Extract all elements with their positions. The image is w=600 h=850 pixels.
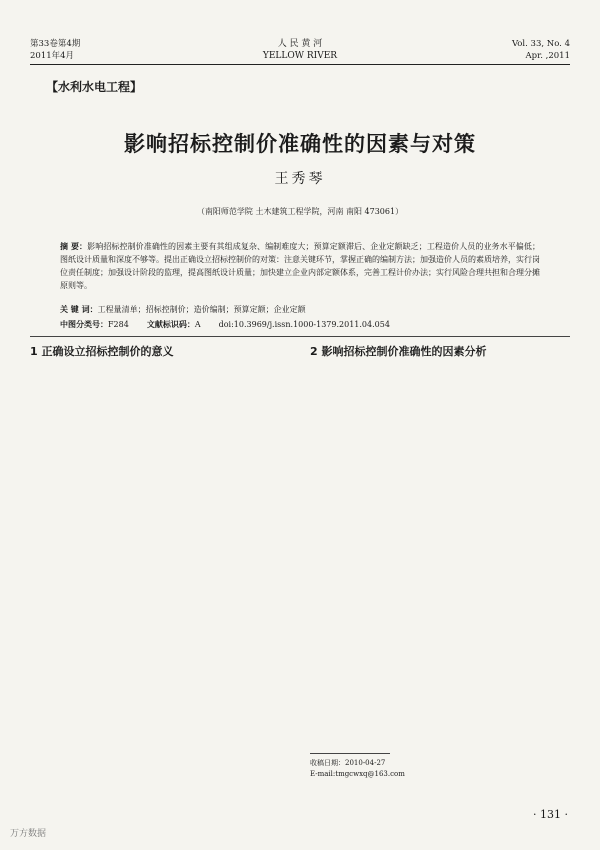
header-volume-en-block	[512, 38, 570, 62]
article-affiliation: （南阳师范学院 土木建筑工程学院，河南 南阳 473061）	[196, 207, 404, 216]
header-volume-en: Vol. 33, No. 4	[511, 39, 570, 49]
abstract-label: 摘 要：	[60, 242, 88, 251]
header-rule	[30, 64, 570, 65]
keywords-label: 关 键 词：	[60, 305, 98, 314]
article-author: 王秀琴	[274, 171, 326, 187]
header-journal-block	[0, 38, 600, 62]
body-left-column	[30, 345, 292, 363]
clc-value: F284	[108, 320, 129, 329]
abstract-text: 影响招标控制价准确性的因素主要有其组成复杂、编制难度大；预算定额滞后、企业定额缺乏；工程造价人员的业务水平偏低；图纸设计质量和深度不够等。提出正确设立招标控制价的对策：注意关键环节，掌握正确的编制方法；加强造价人员的素质培养，实行岗位责任制度；加强设计阶段的监理，提高图纸设计质量；加快建立企业内部定额体系，完善工程计价办法；实行风险合理共担和合理分摊原则等。	[60, 242, 540, 290]
front-matter-rule	[30, 336, 570, 337]
page-number: · 131 ·	[533, 808, 568, 821]
footnote-received-date: 2010-04-27	[345, 759, 386, 767]
footnote-rule	[310, 753, 390, 754]
classification-line	[60, 318, 570, 331]
header-date-cn: 2011年4月	[30, 51, 75, 61]
article-title: 影响招标控制价准确性的因素与对策	[124, 131, 476, 156]
header-journal-cn: 人 民 黄 河	[277, 39, 323, 49]
footnote-email: E-mail:tmgcwxq@163.com	[310, 769, 405, 778]
doc-code-value: A	[194, 320, 201, 329]
doc-code-label: 文献标识码：	[146, 320, 195, 329]
header-date-en: Apr. ,2011	[525, 51, 570, 61]
header-volume-cn: 第33卷第4期	[30, 39, 81, 49]
doi: doi:10.3969/j.issn.1000-1379.2011.04.054	[218, 320, 390, 329]
body-right-column	[310, 345, 572, 363]
watermark: 万方数据	[10, 829, 47, 839]
footnote-received	[310, 758, 572, 769]
clc-label: 中图分类号：	[60, 320, 108, 329]
section-2-title: 2 影响招标控制价准确性的因素分析	[310, 345, 487, 358]
keywords	[60, 303, 540, 316]
section-1-title: 1 正确设立招标控制价的意义	[30, 345, 174, 358]
column-tag: 【水利水电工程】	[46, 80, 143, 94]
abstract	[60, 240, 540, 292]
keywords-text: 工程量清单；招标控制价；造价编制；预算定额；企业定额	[97, 305, 306, 314]
header-journal-en: YELLOW RIVER	[262, 51, 338, 61]
footnote-received-label: 收稿日期：	[310, 759, 345, 767]
footnotes	[310, 758, 572, 779]
